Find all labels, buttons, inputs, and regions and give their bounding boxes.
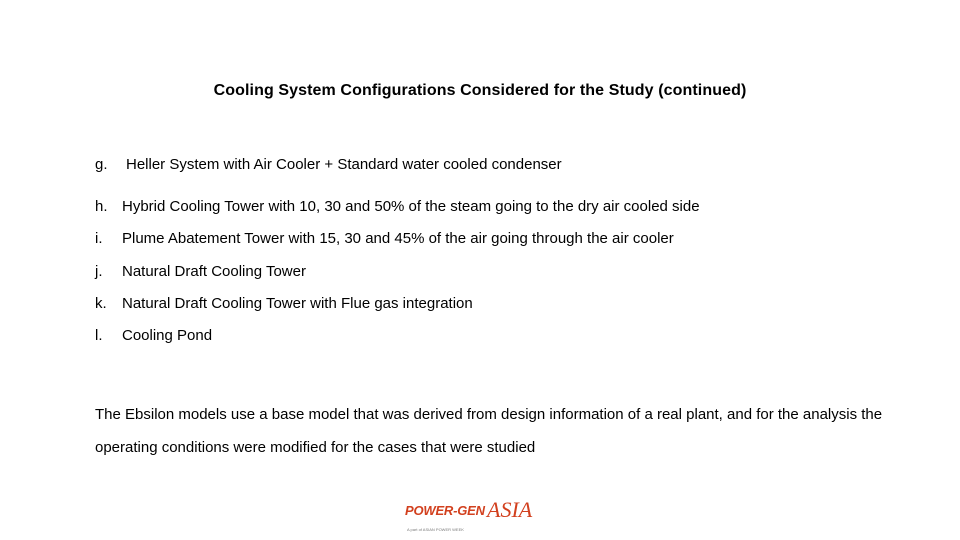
list-item-g — [95, 156, 562, 173]
list-item-text: Hybrid Cooling Tower with 10, 30 and 50% of the steam going to the dry air cooled side — [122, 198, 700, 215]
list-item-text: Cooling Pond — [122, 327, 213, 344]
list-item-i — [95, 230, 674, 247]
list-item-j — [95, 263, 306, 280]
logo-tagline: A part of ASIAN POWER WEEK — [407, 527, 464, 532]
list-marker: i. — [95, 230, 103, 247]
body-paragraph: The Ebsilon models use a base model that was derived from design information of a real plant, and for the analysis the operating conditions were modified for the cases that were studied — [95, 406, 883, 456]
list-item-text: Plume Abatement Tower with 15, 30 and 45% of the air going through the air cooler — [122, 230, 674, 247]
list-item-text: Heller System with Air Cooler + Standard water cooled condenser — [126, 156, 562, 173]
logo-asia-mark: ASIA — [487, 497, 533, 522]
list-item-text: Natural Draft Cooling Tower with Flue gas integration — [122, 295, 473, 312]
list-item-l — [95, 327, 212, 344]
list-marker: j. — [95, 263, 103, 280]
list-marker: g. — [95, 156, 108, 173]
logo-wordmark: POWER-GEN — [405, 503, 485, 518]
list-item-k — [95, 295, 473, 312]
list-marker: h. — [95, 198, 108, 215]
list-marker: l. — [95, 327, 103, 344]
slide-title: Cooling System Configurations Considered for the Study (continued) — [213, 82, 747, 99]
power-gen-asia-logo — [405, 497, 565, 537]
list-marker: k. — [95, 295, 107, 312]
list-item-h — [95, 198, 700, 215]
list-item-text: Natural Draft Cooling Tower — [122, 263, 306, 280]
